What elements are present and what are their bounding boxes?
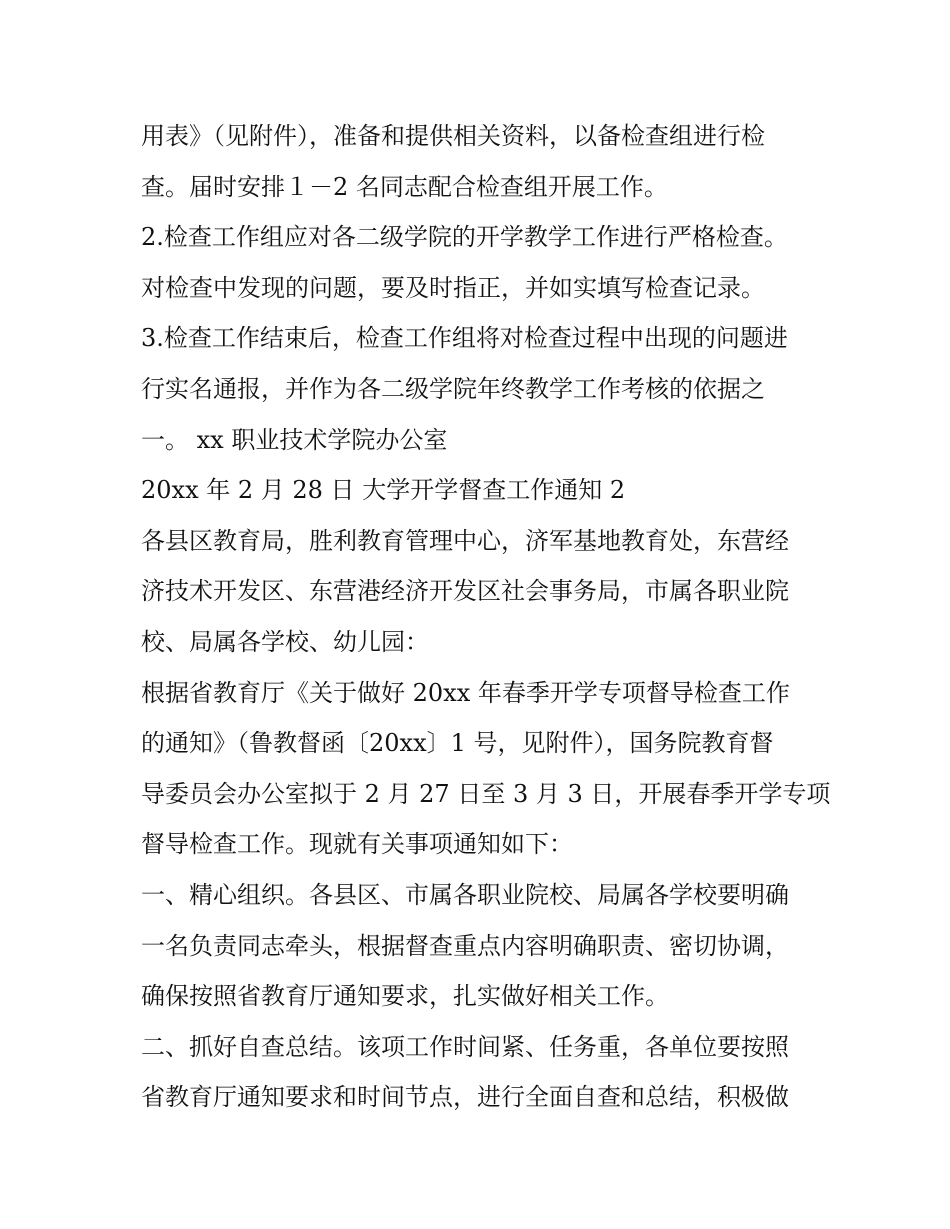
text-line: 3.检查工作结束后，检查工作组将对检查过程中出现的问题进 — [141, 324, 788, 353]
text-line: 对检查中发现的问题，要及时指正，并如实填写检查记录。 — [141, 273, 765, 302]
text-line: 行实名通报，并作为各二级学院年终教学工作考核的依据之 — [141, 374, 765, 403]
text-line: 各县区教育局，胜利教育管理中心，济军基地教育处，东营经 — [141, 526, 789, 555]
text-line: 济技术开发区、东营港经济开发区社会事务局，市属各职业院 — [141, 577, 789, 606]
text-line: 二、抓好自查总结。该项工作时间紧、任务重，各单位要按照 — [141, 1032, 789, 1061]
text-line: 查。届时安排１－2 名同志配合检查组开展工作。 — [141, 172, 668, 201]
text-line: 根据省教育厅《关于做好 20xx 年春季开学专项督导检查工作 — [141, 678, 790, 707]
document-body — [141, 111, 831, 1123]
text-line: 一名负责同志牵头，根据督查重点内容明确职责、密切协调， — [141, 931, 789, 960]
text-line: 2.检查工作组应对各二级学院的开学教学工作进行严格检查。 — [141, 223, 788, 252]
text-line: 的通知》（鲁教督函〔20xx〕1 号，见附件），国务院教育督 — [141, 729, 774, 758]
text-line: 校、局属各学校、幼儿园： — [141, 627, 429, 656]
text-line: 省教育厅通知要求和时间节点，进行全面自查和总结，积极做 — [141, 1083, 789, 1112]
text-line: 20xx 年 2 月 28 日 大学开学督查工作通知 2 — [141, 476, 626, 505]
text-line: 一、精心组织。各县区、市属各职业院校、局属各学校要明确 — [141, 880, 789, 909]
text-line: 一。 xx 职业技术学院办公室 — [141, 425, 448, 454]
text-line: 导委员会办公室拟于 2 月 27 日至 3 月 3 日，开展春季开学专项 — [141, 779, 831, 808]
text-line: 督导检查工作。现就有关事项通知如下： — [141, 830, 573, 859]
text-line: 确保按照省教育厅通知要求，扎实做好相关工作。 — [141, 982, 669, 1011]
text-line: 用表》（见附件），准备和提供相关资料，以备检查组进行检 — [141, 122, 765, 150]
